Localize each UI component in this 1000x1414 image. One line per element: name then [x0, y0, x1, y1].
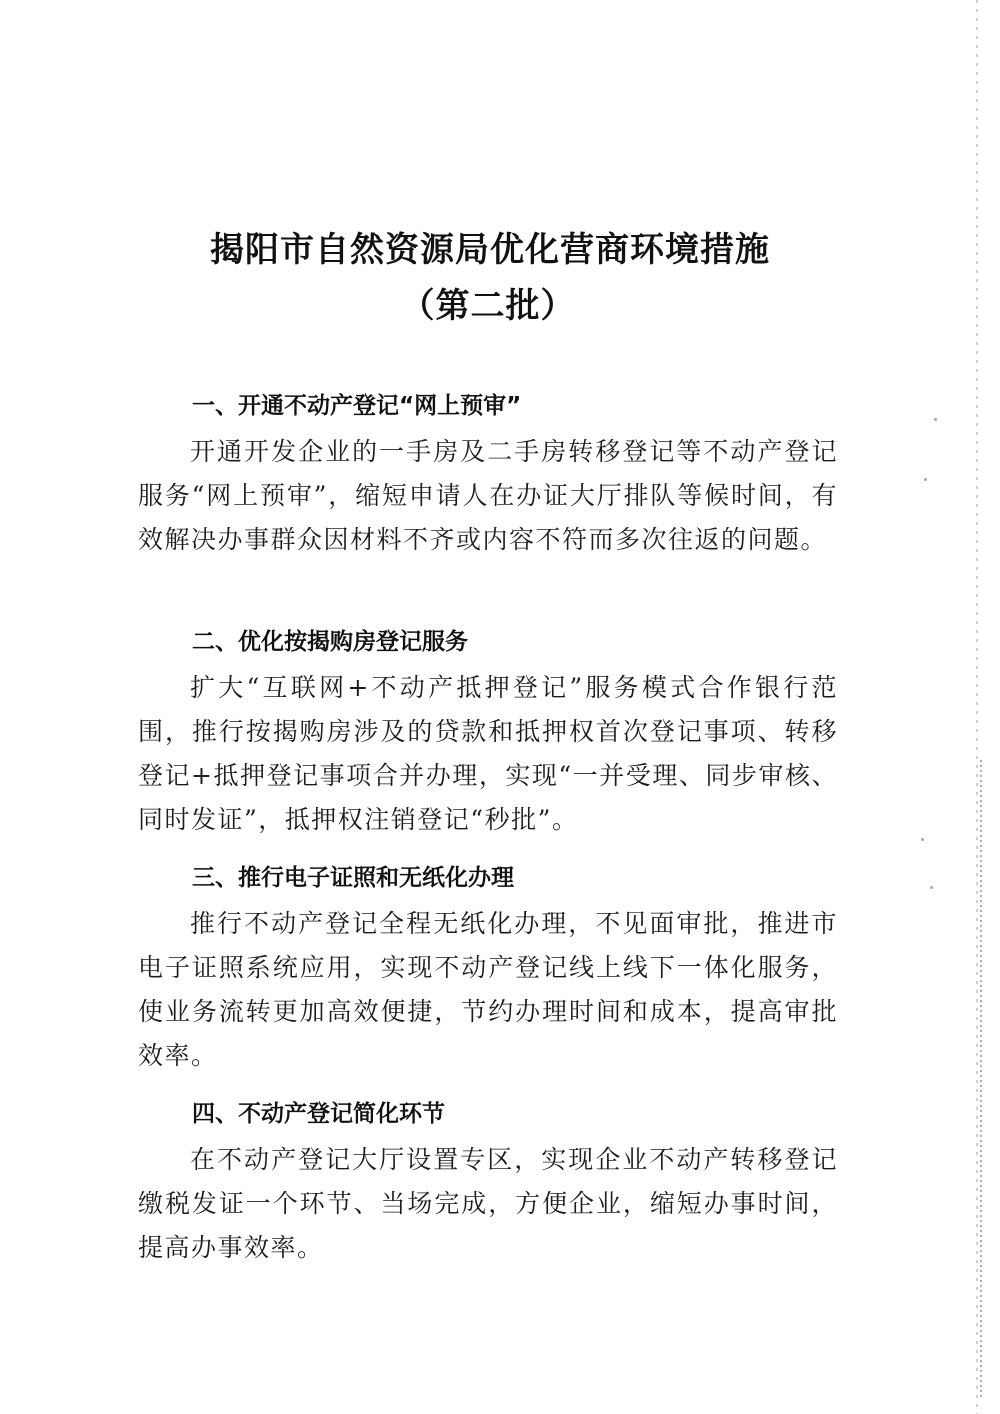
section-heading: 四、不动产登记简化环节	[192, 1101, 445, 1127]
document-subtitle: （第二批）	[400, 286, 576, 326]
section-body: 在不动产登记大厅设置专区，实现企业不动产转移登记缴税发证一个环节、当场完成，方便企业，缩短办事时间，提高办事效率。	[138, 1145, 838, 1262]
section-body: 开通开发企业的一手房及二手房转移登记等不动产登记服务“网上预审”，缩短申请人在办证大厅排队等候时间，有效解决办事群众因材料不齐或内容不符而多次往返的问题。	[138, 437, 838, 554]
scan-speck	[921, 838, 924, 841]
section-3	[138, 858, 838, 1078]
section-2	[138, 622, 838, 842]
scan-speck	[924, 478, 927, 481]
section-body: 推行不动产登记全程无纸化办理，不见面审批，推进市电子证照系统应用，实现不动产登记线上线下一体化服务，使业务流转更加高效便捷，节约办理时间和成本，提高审批效率。	[138, 909, 838, 1070]
scan-edge-line	[980, 760, 982, 1400]
document-title: 揭阳市自然资源局优化营商环境措施	[210, 230, 770, 270]
section-1	[138, 386, 838, 562]
section-4	[138, 1094, 838, 1270]
section-heading: 三、推行电子证照和无纸化办理	[192, 865, 514, 891]
section-heading: 二、优化按揭购房登记服务	[192, 629, 468, 655]
section-body: 扩大“互联网+不动产抵押登记”服务模式合作银行范围，推行按揭购房涉及的贷款和抵押权首次登记事项、转移登记+抵押登记事项合并办理，实现“一并受理、同步审核、同时发证”，抵押权注销登记“秒批”。	[138, 673, 838, 834]
scan-edge-line	[976, 0, 978, 1414]
scan-speck	[930, 886, 933, 889]
scan-speck	[934, 418, 937, 421]
section-heading: 一、开通不动产登记“网上预审”	[192, 393, 522, 419]
